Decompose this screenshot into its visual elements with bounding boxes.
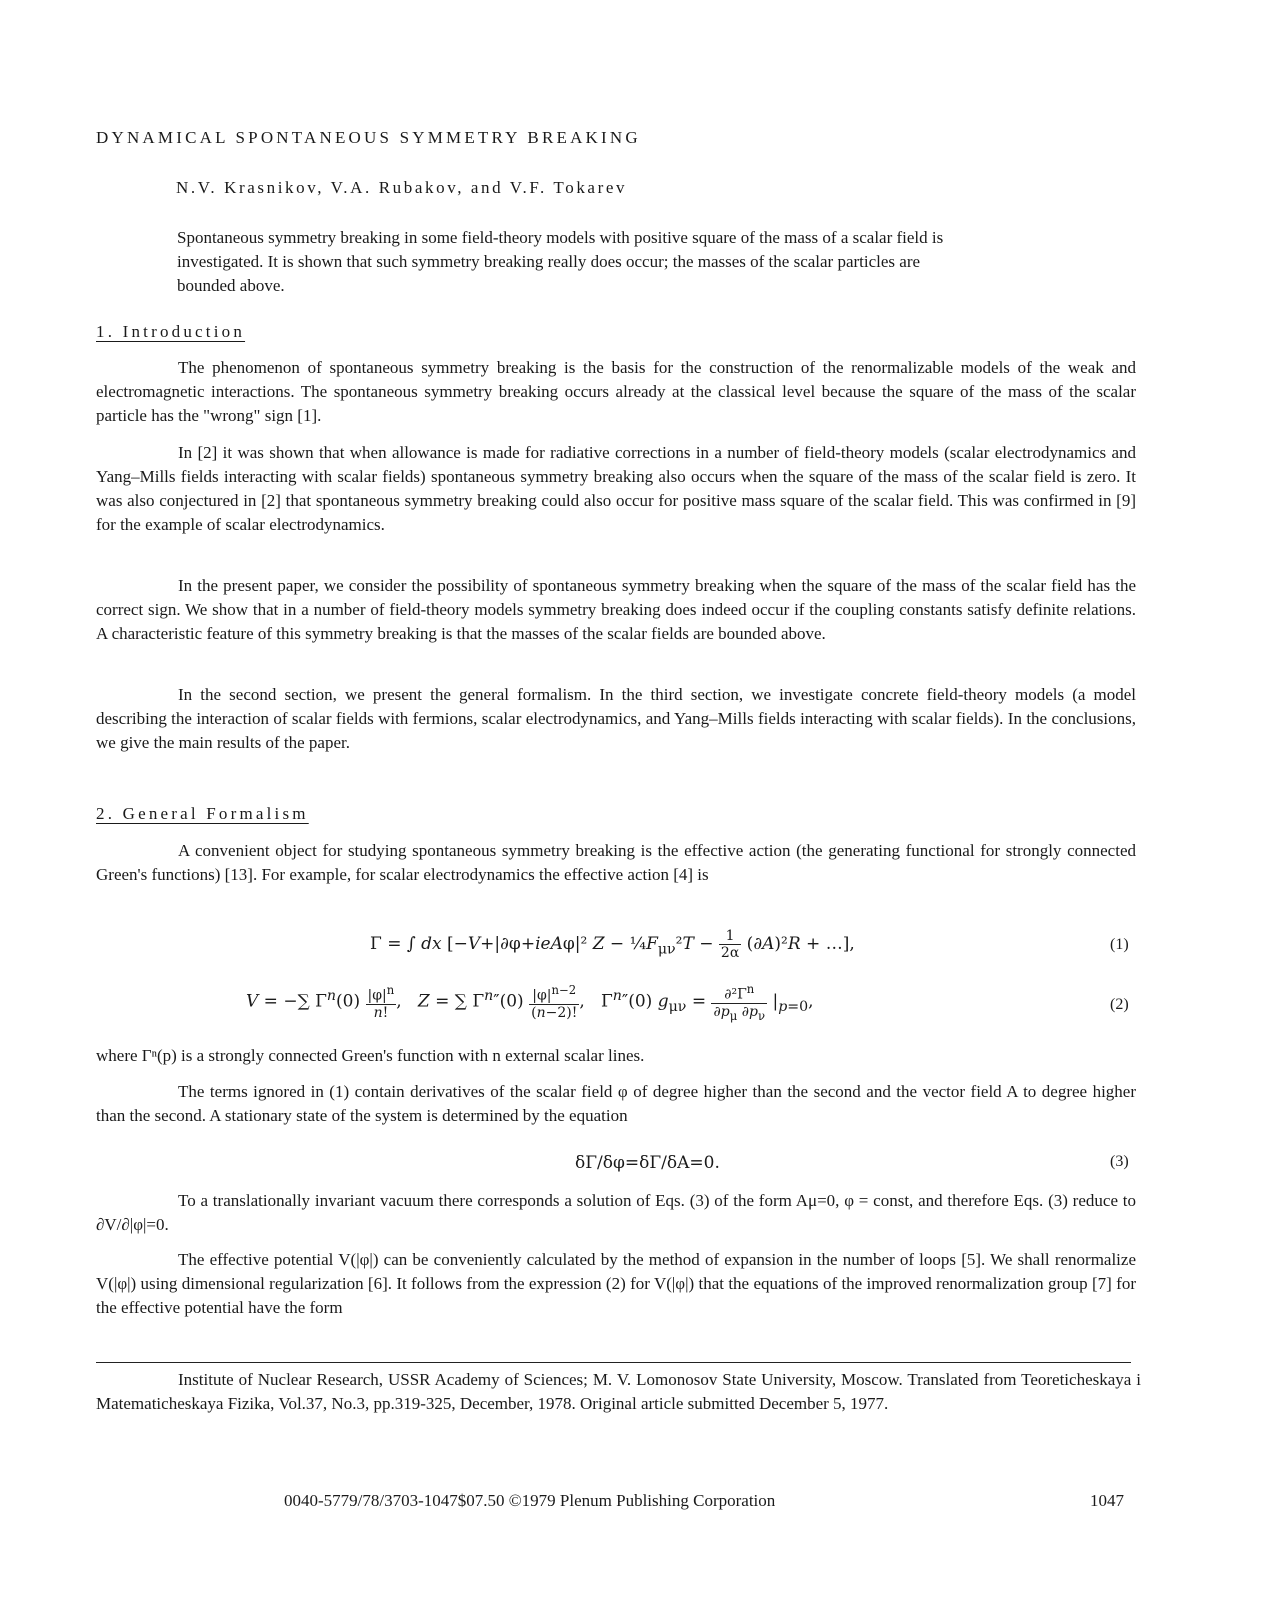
- equation-3-number: (3): [1110, 1153, 1129, 1170]
- equation-3: δΓ/δφ=δΓ/δA=0.: [575, 1153, 720, 1173]
- intro-paragraph-3: In the present paper, we consider the possibility of spontaneous symmetry breaking when the square of the mass of the scalar field has the correct sign. We show that in a number of field-theory models symmetry breaking does indeed occur if the coupling constants satisfy definite relations. A characteristic feature of this symmetry breaking is that the masses of the scalar fields are bounded above.: [96, 576, 1136, 643]
- equation-1-number: (1): [1110, 936, 1129, 953]
- section-2-heading: 2. General Formalism: [96, 804, 309, 823]
- section-1-heading: 1. Introduction: [96, 322, 246, 341]
- abstract: Spontaneous symmetry breaking in some field-theory models with positive square of the mass of a scalar field is investigated. It is shown that such symmetry breaking really does occur; the masses of the scalar particles are bounded above.: [177, 228, 944, 295]
- footer-publication-code: 0040-5779/78/3703-1047$07.50 ©1979 Plenum Publishing Corporation: [284, 1491, 776, 1510]
- intro-paragraph-1: The phenomenon of spontaneous symmetry breaking is the basis for the construction of the renormalizable models of the weak and electromagnetic interactions. The spontaneous symmetry breaking occurs already at the classical level because the square of the mass of the scalar particle has the "wrong" sign [1].: [96, 358, 1136, 425]
- formalism-paragraph-2: The terms ignored in (1) contain derivatives of the scalar field φ of degree higher than the second and the vector field A to degree higher than the second. A stationary state of the system is determined by the equation: [96, 1082, 1136, 1125]
- intro-paragraph-4: In the second section, we present the general formalism. In the third section, we investigate concrete field-theory models (a model describing the interaction of scalar fields with fermions, scalar electrodynamics, and Yang–Mills fields interacting with scalar fields). In the conclusions, we give the main results of the paper.: [96, 685, 1136, 752]
- page-number: 1047: [1090, 1491, 1124, 1510]
- intro-paragraph-2: In [2] it was shown that when allowance is made for radiative corrections in a number of field-theory models (scalar electrodynamics and Yang–Mills fields interacting with scalar fields) spontaneous symmetry breaking also occurs when the square of the mass of the scalar field is zero. It was also conjectured in [2] that spontaneous symmetry breaking could also occur for positive mass square of the scalar field. This was confirmed in [9] for the example of scalar electrodynamics.: [96, 443, 1136, 534]
- formalism-paragraph-1: A convenient object for studying spontaneous symmetry breaking is the effective action (the generating functional for strongly connected Green's functions) [13]. For example, for scalar electrodynamics the effective action [4] is: [96, 841, 1136, 884]
- paper-title: DYNAMICAL SPONTANEOUS SYMMETRY BREAKING: [96, 128, 641, 147]
- footnote: Institute of Nuclear Research, USSR Academy of Sciences; M. V. Lomonosov State University, Moscow. Translated from Teoreticheskaya i Matematicheskaya Fizika, Vol.37, No.3, pp.319-325, December, 1978. Original article submitted December 5, 1977.: [96, 1370, 1141, 1413]
- footnote-rule: [96, 1362, 1131, 1363]
- equation-2-number: (2): [1110, 996, 1129, 1013]
- equation-2: V = −∑ $\Gamma^n(0)$ $\frac{|\varphi|^n}{n!}$ , Z = ∑ $\Gamma^n''(0)$ $\frac{|\varphi|^{n-2}}{(n-2)!}$ , $\Gamma^n''(0) g_{\mu\nu}$ = $\frac{\partial^2\Gamma^n}{\partial p_\mu \partial p_\nu}$ $|_{p=0}$,: [246, 982, 814, 1023]
- green-function-definition: where Γⁿ(p) is a strongly connected Green's function with n external scalar lines.: [96, 1046, 645, 1065]
- authors: N.V. Krasnikov, V.A. Rubakov, and V.F. Tokarev: [176, 178, 628, 197]
- formalism-paragraph-4: The effective potential V(|φ|) can be conveniently calculated by the method of expansion in the number of loops [5]. We shall renormalize V(|φ|) using dimensional regularization [6]. It follows from the expression (2) for V(|φ|) that the equations of the improved renormalization group [7] for the effective potential have the form: [96, 1250, 1136, 1317]
- equation-1: Γ = ∫ dx [−V+|∂φ+ieAφ|² $Z - \frac{1}{4}F_{\mu\nu}^2T$ − $\frac{1}{2\alpha}$ (∂A)²R + …],: [370, 928, 855, 961]
- formalism-paragraph-3: To a translationally invariant vacuum there corresponds a solution of Eqs. (3) of the form Aμ=0, φ = const, and therefore Eqs. (3) reduce to ∂V/∂|φ|=0.: [96, 1191, 1136, 1234]
